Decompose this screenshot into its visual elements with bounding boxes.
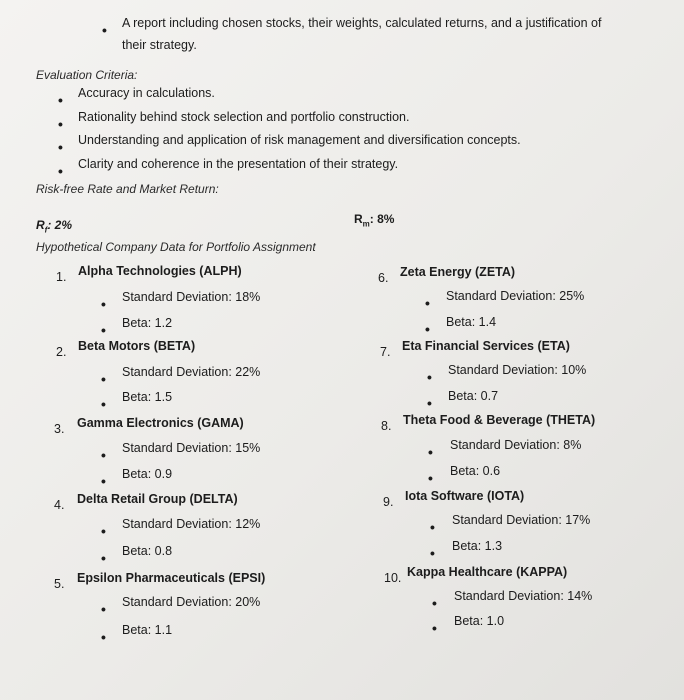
evaluation-item: Understanding and application of risk management and diversification concepts. [78,133,521,147]
evaluation-heading: Evaluation Criteria: [36,68,138,82]
company-std-dev: Standard Deviation: 17% [452,513,591,527]
company-number: 1. [56,270,67,284]
company-bullet: • [101,523,106,539]
rates-heading: Risk-free Rate and Market Return: [36,182,219,196]
company-name: Delta Retail Group (DELTA) [77,492,238,506]
evaluation-bullet: • [58,139,63,155]
risk-free-rate: $R_f$: 2% [36,218,73,235]
company-beta: Beta: 1.0 [454,614,505,628]
company-number: 4. [54,498,65,512]
company-beta: Beta: 1.2 [122,316,173,330]
company-bullet: • [101,550,106,566]
intro-bullet: • [102,22,107,38]
evaluation-item: Rationality behind stock selection and portfolio construction. [78,110,410,124]
company-bullet: • [428,470,433,486]
company-beta: Beta: 1.5 [122,390,173,404]
company-std-dev: Standard Deviation: 22% [122,365,261,379]
company-name: Epsilon Pharmaceuticals (EPSI) [77,571,266,585]
company-name: Gamma Electronics (GAMA) [77,416,244,430]
company-std-dev: Standard Deviation: 12% [122,517,261,531]
company-bullet: • [430,545,435,561]
company-number: 10. [384,571,402,585]
company-beta: Beta: 0.9 [122,467,173,481]
company-bullet: • [425,295,430,311]
company-bullet: • [101,601,106,617]
company-bullet: • [432,595,437,611]
evaluation-bullet: • [58,163,63,179]
company-std-dev: Standard Deviation: 20% [122,595,261,609]
company-beta: Beta: 1.4 [446,315,497,329]
company-number: 8. [381,419,392,433]
company-name: Theta Food & Beverage (THETA) [403,413,596,427]
evaluation-bullet: • [58,92,63,108]
company-bullet: • [101,473,106,489]
company-beta: Beta: 1.3 [452,539,503,553]
company-bullet: • [101,396,106,412]
company-bullet: • [425,321,430,337]
company-beta: Beta: 0.6 [450,464,501,478]
company-std-dev: Standard Deviation: 8% [450,438,582,452]
company-name: Alpha Technologies (ALPH) [78,264,242,278]
market-return: $R_m$: 8% [354,212,395,229]
company-bullet: • [427,395,432,411]
company-name: Iota Software (IOTA) [405,489,525,503]
evaluation-item: Accuracy in calculations. [78,86,215,100]
company-number: 3. [54,422,65,436]
company-number: 5. [54,577,65,591]
company-number: 9. [383,495,394,509]
company-bullet: • [430,519,435,535]
company-beta: Beta: 0.7 [448,389,499,403]
company-number: 2. [56,345,67,359]
companies-heading: Hypothetical Company Data for Portfolio Assignment [36,240,316,254]
company-name: Beta Motors (BETA) [78,339,196,353]
company-std-dev: Standard Deviation: 10% [448,363,587,377]
company-name: Kappa Healthcare (KAPPA) [407,565,568,579]
intro-line-1: A report including chosen stocks, their weights, calculated returns, and a justification of [122,16,602,30]
company-beta: Beta: 0.8 [122,544,173,558]
intro-line-2: their strategy. [122,38,197,52]
company-std-dev: Standard Deviation: 18% [122,290,261,304]
company-name: Zeta Energy (ZETA) [400,265,516,279]
evaluation-bullet: • [58,116,63,132]
evaluation-item: Clarity and coherence in the presentation of their strategy. [78,157,399,171]
company-number: 7. [380,345,391,359]
company-bullet: • [101,296,106,312]
company-std-dev: Standard Deviation: 25% [446,289,585,303]
company-bullet: • [428,444,433,460]
company-bullet: • [101,629,106,645]
company-beta: Beta: 1.1 [122,623,173,637]
company-std-dev: Standard Deviation: 14% [454,589,593,603]
company-bullet: • [427,369,432,385]
company-bullet: • [101,371,106,387]
company-bullet: • [101,322,106,338]
company-number: 6. [378,271,389,285]
company-bullet: • [432,620,437,636]
company-bullet: • [101,447,106,463]
company-std-dev: Standard Deviation: 15% [122,441,261,455]
company-name: Eta Financial Services (ETA) [402,339,570,353]
